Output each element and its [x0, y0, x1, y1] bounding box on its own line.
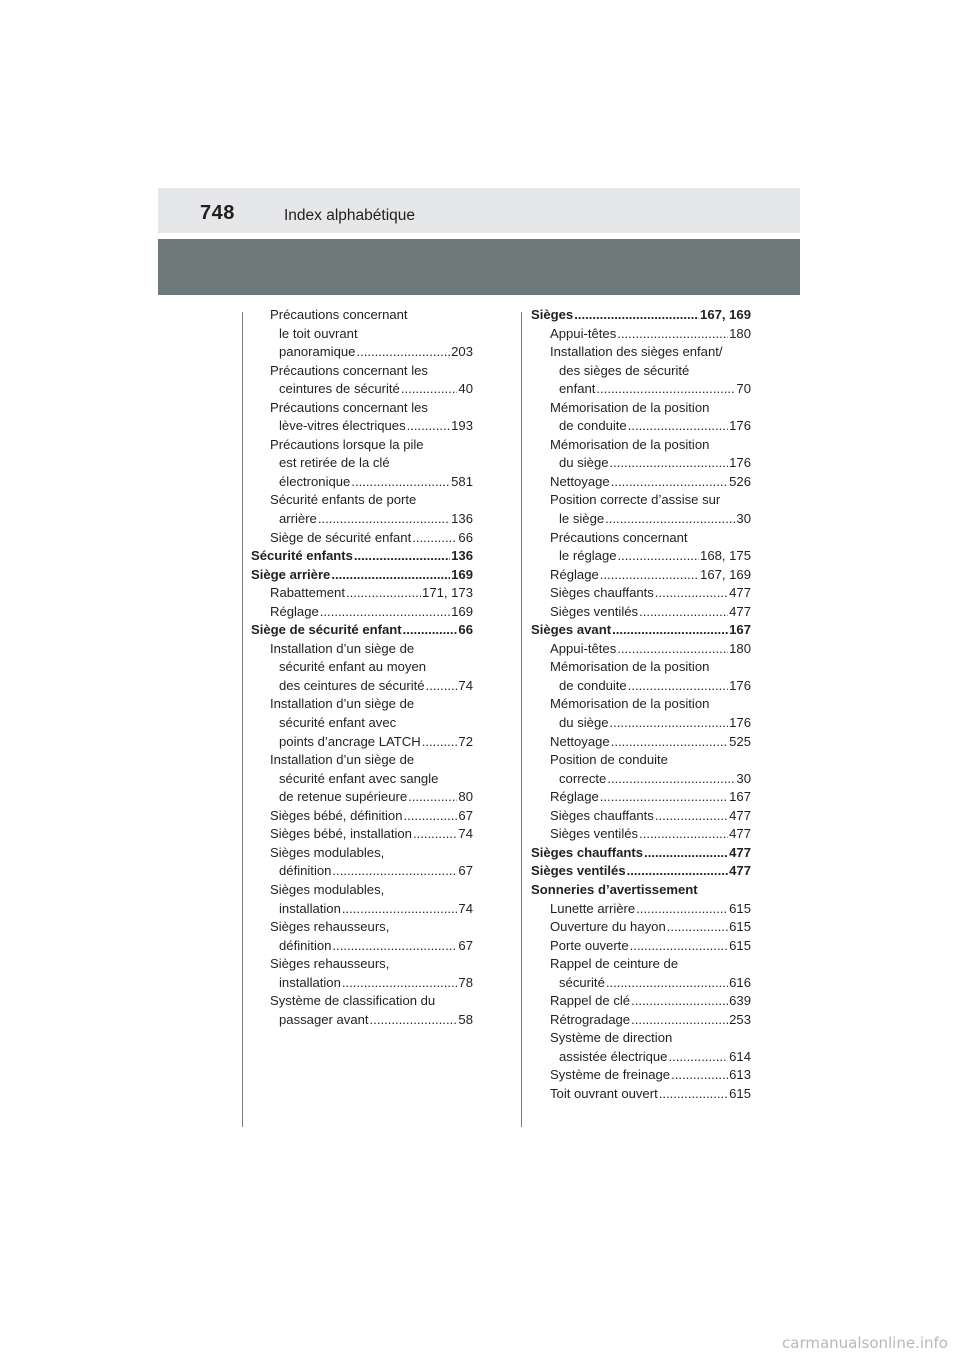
index-page-ref: 614	[729, 1048, 751, 1064]
index-entry	[251, 695, 473, 751]
index-entry-text: Sièges ventilés	[550, 603, 639, 619]
right-column-rule	[521, 312, 522, 1127]
index-entry-text: arrière	[279, 511, 317, 527]
index-entry-text: Précautions concernant les	[270, 362, 428, 378]
dot-leader	[628, 417, 728, 436]
index-entry-text: le réglage	[559, 548, 617, 564]
index-page-ref: 615	[729, 1085, 751, 1101]
index-entry	[251, 584, 473, 603]
index-entry	[531, 937, 751, 956]
dot-leader	[659, 1085, 728, 1104]
index-entry-text: Sécurité enfants	[251, 548, 353, 564]
index-entry	[531, 992, 751, 1011]
index-entry	[531, 621, 751, 640]
index-page-ref: 526	[729, 473, 751, 489]
index-entry-text: Mémorisation de la position	[550, 659, 710, 675]
index-page-ref: 72	[458, 733, 473, 749]
index-entry-text: Position correcte d’assise sur	[550, 492, 721, 508]
index-entry-text: Porte ouverte	[550, 937, 629, 953]
index-entry-text: Précautions concernant les	[270, 399, 428, 415]
index-page-ref: 477	[729, 807, 751, 823]
index-entry-text: Système de classification du	[270, 993, 436, 1009]
dot-leader	[628, 677, 728, 696]
index-entry	[531, 844, 751, 863]
index-entry-text: des sièges de sécurité	[559, 362, 690, 378]
index-page-ref: 477	[729, 826, 751, 842]
dot-leader	[422, 733, 458, 752]
index-page-ref: 616	[729, 974, 751, 990]
index-page-ref: 30	[736, 770, 751, 786]
index-entry	[531, 658, 751, 695]
index-entry	[251, 621, 473, 640]
index-page-ref: 167, 169	[700, 307, 751, 322]
index-entry	[531, 751, 751, 788]
index-entry	[531, 584, 751, 603]
index-entry-text: installation	[279, 974, 341, 990]
dot-leader	[618, 547, 700, 566]
index-entry	[251, 918, 473, 955]
index-entry-text: Sièges	[531, 307, 574, 322]
dot-leader	[639, 603, 728, 622]
index-entry-text: sécurité	[559, 974, 605, 990]
index-entry-text: Précautions lorsque la pile	[270, 436, 424, 452]
index-entry	[531, 881, 751, 900]
index-page-ref: 67	[458, 937, 473, 953]
index-entry	[531, 788, 751, 807]
index-page-ref: 136	[451, 511, 473, 527]
dot-leader	[354, 547, 450, 566]
index-entry	[251, 881, 473, 918]
index-entry	[531, 491, 751, 528]
dot-leader	[612, 621, 728, 640]
index-entry-text: Sonneries d’avertissement	[531, 881, 698, 897]
index-entry	[531, 399, 751, 436]
dot-leader	[332, 937, 457, 956]
index-page-ref: 176	[729, 715, 751, 731]
dot-leader	[320, 603, 450, 622]
index-entry	[251, 547, 473, 566]
index-page-ref: 176	[729, 418, 751, 434]
index-page-ref: 80	[458, 789, 473, 805]
dot-leader	[370, 1011, 458, 1030]
index-entry-text: de conduite	[559, 418, 627, 434]
page-number: 748	[200, 202, 235, 224]
index-page-ref: 67	[458, 863, 473, 879]
index-entry-text: sécurité enfant avec sangle	[279, 770, 439, 786]
dot-leader	[636, 900, 728, 919]
index-entry-text: Installation d’un siège de	[270, 696, 415, 712]
index-entry-text: est retirée de la clé	[279, 455, 390, 471]
index-entry-text: Réglage	[550, 566, 599, 582]
index-entry	[531, 955, 751, 992]
dot-leader	[346, 584, 421, 603]
index-entry	[531, 1029, 751, 1066]
dot-leader	[356, 343, 450, 362]
index-page-ref: 477	[729, 585, 751, 601]
index-entry-text: Nettoyage	[550, 473, 610, 489]
index-entry-text: Précautions concernant	[270, 307, 408, 322]
dot-leader	[671, 1066, 728, 1085]
index-page-ref: 67	[458, 807, 473, 823]
index-entry-text: Sièges bébé, installation	[270, 826, 412, 842]
index-page-ref: 168, 175	[700, 548, 751, 564]
index-entry-text: Position de conduite	[550, 752, 668, 768]
index-entry-text: des ceintures de sécurité	[279, 677, 425, 693]
index-page-ref: 74	[458, 677, 473, 693]
index-page-ref: 613	[729, 1067, 751, 1083]
index-entry-text: Mémorisation de la position	[550, 696, 710, 712]
index-entry	[251, 844, 473, 881]
index-entry	[531, 918, 751, 937]
dot-leader	[331, 566, 450, 585]
index-entry	[531, 603, 751, 622]
index-entry	[251, 955, 473, 992]
index-entry-text: Installation d’un siège de	[270, 640, 415, 656]
index-entry-text: Toit ouvrant ouvert	[550, 1085, 658, 1101]
index-page-ref: 477	[729, 603, 751, 619]
page-title: Index alphabétique	[284, 207, 416, 224]
dot-leader	[408, 788, 457, 807]
index-page-ref: 78	[458, 974, 473, 990]
index-entry-text: Rappel de ceinture de	[550, 956, 679, 972]
index-page-ref: 167	[729, 622, 751, 638]
dot-leader	[600, 788, 728, 807]
index-entry	[531, 1085, 751, 1104]
index-entry	[251, 825, 473, 844]
index-page-ref: 169	[451, 566, 473, 582]
index-entry-text: Sièges chauffants	[550, 807, 654, 823]
index-entry-text: Système de freinage	[550, 1067, 671, 1083]
index-entry-text: sécurité enfant au moyen	[279, 659, 427, 675]
index-entry	[251, 306, 473, 362]
index-entry-text: électronique	[279, 473, 351, 489]
dot-leader	[655, 807, 728, 826]
index-entry-text: assistée électrique	[559, 1048, 668, 1064]
index-entry-text: du siège	[559, 455, 609, 471]
index-entry-text: sécurité enfant avec	[279, 715, 397, 731]
index-page-ref: 169	[451, 603, 473, 619]
index-entry	[531, 1066, 751, 1085]
index-entry	[531, 566, 751, 585]
index-page-ref: 58	[458, 1011, 473, 1027]
index-entry-text: Installation d’un siège de	[270, 752, 415, 768]
index-page-ref: 167, 169	[700, 566, 751, 582]
index-page-ref: 40	[458, 381, 473, 397]
index-column-right	[531, 306, 751, 1104]
index-page-ref: 74	[458, 826, 473, 842]
index-entry	[531, 473, 751, 492]
dot-leader	[610, 714, 729, 733]
index-entry-text: Rabattement	[270, 585, 345, 601]
index-entry-text: le siège	[559, 511, 605, 527]
index-entry	[531, 640, 751, 659]
dot-leader	[574, 306, 699, 325]
index-entry	[531, 306, 751, 325]
index-entry-text: Siège de sécurité enfant	[251, 622, 402, 638]
index-entry-text: correcte	[559, 770, 607, 786]
index-entry-text: Sécurité enfants de porte	[270, 492, 417, 508]
index-entry	[251, 807, 473, 826]
index-entry	[531, 695, 751, 732]
index-page-ref: 176	[729, 455, 751, 471]
index-entry-text: Sièges modulables,	[270, 881, 385, 897]
dot-leader	[332, 862, 457, 881]
index-page-ref: 171, 173	[422, 585, 473, 601]
index-entry-text: Précautions concernant	[550, 529, 688, 545]
index-entry-text: Sièges rehausseurs,	[270, 919, 390, 935]
index-page-ref: 30	[736, 511, 751, 527]
index-entry-text: Installation des sièges enfant/	[550, 344, 723, 360]
index-entry-text: Rappel de clé	[550, 993, 631, 1009]
dot-leader	[627, 862, 729, 881]
index-entry-text: lève-vitres électriques	[279, 418, 406, 434]
index-entry	[531, 529, 751, 566]
index-entry-text: Siège arrière	[251, 566, 331, 582]
dot-leader	[351, 473, 450, 492]
index-page-ref: 180	[729, 325, 751, 341]
dot-leader	[426, 677, 458, 696]
index-entry-text: de conduite	[559, 677, 627, 693]
index-page-ref: 615	[729, 900, 751, 916]
index-entry-text: Sièges ventilés	[550, 826, 639, 842]
dot-leader	[667, 918, 728, 937]
dot-leader	[631, 992, 728, 1011]
index-page-ref: 615	[729, 919, 751, 935]
index-entry-text: Ouverture du hayon	[550, 919, 666, 935]
dot-leader	[605, 510, 735, 529]
index-column-left	[251, 306, 473, 1029]
index-entry-text: Nettoyage	[550, 733, 610, 749]
index-entry	[251, 992, 473, 1029]
index-page-ref: 477	[729, 844, 751, 860]
index-entry-text: Sièges chauffants	[550, 585, 654, 601]
index-page-ref: 180	[729, 640, 751, 656]
header-bar	[158, 188, 800, 233]
dot-leader	[413, 825, 457, 844]
index-page-ref: 136	[451, 548, 473, 564]
index-entry-text: Sièges rehausseurs,	[270, 956, 390, 972]
index-page-ref: 176	[729, 677, 751, 693]
dot-leader	[655, 584, 728, 603]
dot-leader	[668, 1048, 728, 1067]
index-entry-text: Système de direction	[550, 1030, 673, 1046]
index-page-ref: 70	[736, 381, 751, 397]
index-entry-text: ceintures de sécurité	[279, 381, 400, 397]
index-entry-text: définition	[279, 937, 332, 953]
dot-leader	[342, 974, 458, 993]
index-page-ref: 615	[729, 937, 751, 953]
index-entry	[531, 825, 751, 844]
index-page-ref: 203	[451, 344, 473, 360]
index-entry-text: Lunette arrière	[550, 900, 636, 916]
index-page-ref: 167	[729, 789, 751, 805]
index-entry	[251, 640, 473, 696]
dot-leader	[610, 454, 729, 473]
index-entry-text: Mémorisation de la position	[550, 436, 710, 452]
dot-leader	[606, 974, 728, 993]
index-entry	[251, 491, 473, 528]
index-entry	[251, 529, 473, 548]
index-entry-text: Sièges bébé, définition	[270, 807, 403, 823]
dot-leader	[631, 1011, 728, 1030]
index-entry	[531, 807, 751, 826]
footer-watermark: carmanualsonline.info	[782, 1334, 948, 1352]
dot-leader	[596, 380, 735, 399]
dot-leader	[401, 380, 458, 399]
index-page-ref: 74	[458, 900, 473, 916]
index-entry-text: Sièges modulables,	[270, 844, 385, 860]
dot-leader	[407, 417, 451, 436]
index-page-ref: 477	[729, 863, 751, 879]
index-page-ref: 193	[451, 418, 473, 434]
index-entry-text: le toit ouvrant	[279, 325, 358, 341]
dot-leader	[403, 621, 458, 640]
index-entry-text: points d’ancrage LATCH	[279, 733, 421, 749]
header-band	[158, 239, 800, 295]
index-page-ref: 581	[451, 473, 473, 489]
index-entry-text: Sièges avant	[531, 622, 612, 638]
index-entry	[531, 900, 751, 919]
dot-leader	[318, 510, 450, 529]
index-entry	[251, 362, 473, 399]
index-entry-text: Mémorisation de la position	[550, 399, 710, 415]
index-entry	[251, 436, 473, 492]
index-entry	[531, 343, 751, 399]
index-entry-text: passager avant	[279, 1011, 369, 1027]
dot-leader	[404, 807, 458, 826]
index-entry-text: Sièges chauffants	[531, 844, 644, 860]
index-entry-text: panoramique	[279, 344, 356, 360]
dot-leader	[611, 733, 728, 752]
index-entry	[531, 1011, 751, 1030]
index-entry	[531, 325, 751, 344]
index-page-ref: 66	[458, 529, 473, 545]
index-entry-text: définition	[279, 863, 332, 879]
index-entry-text: Rétrogradage	[550, 1011, 631, 1027]
dot-leader	[617, 640, 728, 659]
index-entry	[531, 733, 751, 752]
index-entry	[251, 566, 473, 585]
dot-leader	[607, 770, 735, 789]
dot-leader	[342, 900, 458, 919]
index-entry	[531, 436, 751, 473]
dot-leader	[611, 473, 728, 492]
dot-leader	[630, 937, 729, 956]
index-entry	[251, 603, 473, 622]
index-entry-text: Réglage	[270, 603, 319, 619]
index-page-ref: 525	[729, 733, 751, 749]
index-entry	[251, 751, 473, 807]
dot-leader	[644, 844, 728, 863]
dot-leader	[639, 825, 728, 844]
index-entry-text: Appui-têtes	[550, 325, 617, 341]
index-entry-text: du siège	[559, 715, 609, 731]
index-entry	[251, 399, 473, 436]
index-entry-text: Appui-têtes	[550, 640, 617, 656]
index-page-ref: 253	[729, 1011, 751, 1027]
dot-leader	[617, 325, 728, 344]
index-entry-text: de retenue supérieure	[279, 789, 408, 805]
index-entry-text: installation	[279, 900, 341, 916]
index-entry-text: Siège de sécurité enfant	[270, 529, 412, 545]
left-column-rule	[242, 312, 243, 1127]
dot-leader	[412, 529, 457, 548]
index-entry-text: enfant	[559, 381, 596, 397]
dot-leader	[600, 566, 699, 585]
index-entry	[531, 862, 751, 881]
index-entry-text: Sièges ventilés	[531, 863, 626, 879]
index-page-ref: 66	[458, 622, 473, 638]
index-page-ref: 639	[729, 993, 751, 1009]
index-entry-text: Réglage	[550, 789, 599, 805]
